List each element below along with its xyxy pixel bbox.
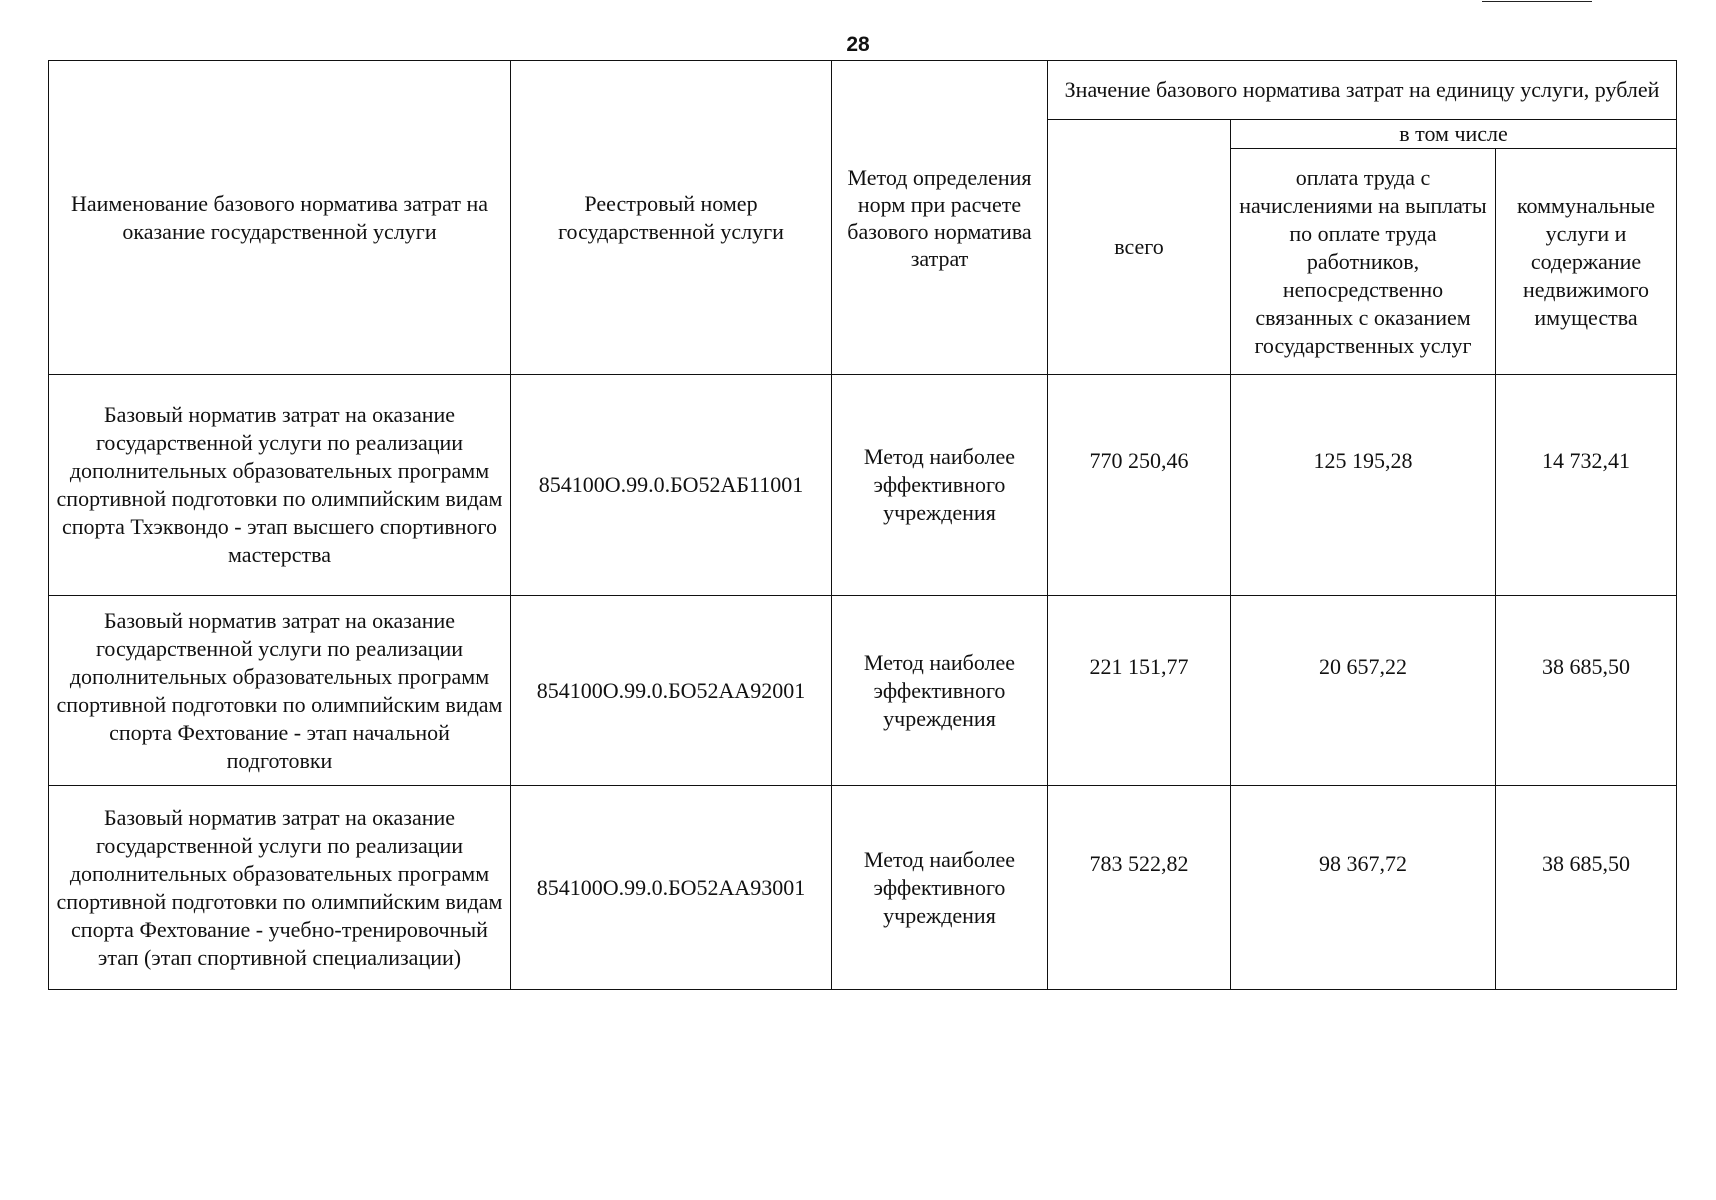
row-labor: [1231, 596, 1496, 786]
row-total: [1048, 375, 1231, 596]
header-name: Наименование базового норматива затрат на оказание государственной услуги: [49, 61, 511, 375]
row-utilities-value: 38 685,50: [1542, 850, 1631, 876]
row-name: Базовый норматив затрат на оказание государственной услуги по реализации дополнительных образовательных программ спортивной подготовки по олимпийским видам спорта Тхэквондо - этап высшего спортивного мастерства: [49, 375, 511, 596]
header-registry: Реестровый номер государственной услуги: [511, 61, 832, 375]
header-row-1: [49, 61, 1677, 120]
row-labor: [1231, 786, 1496, 990]
row-registry: 854100О.99.0.БО52АБ11001: [511, 375, 832, 596]
row-method: Метод наиболее эффективного учреждения: [832, 786, 1048, 990]
row-labor-value: 20 657,22: [1319, 653, 1407, 679]
row-labor-value: 125 195,28: [1313, 448, 1413, 473]
page-number: 28: [846, 33, 870, 56]
table-row: [49, 375, 1677, 596]
row-utilities: [1496, 596, 1677, 786]
row-labor-value: 98 367,72: [1319, 850, 1407, 876]
row-utilities-value: 14 732,41: [1542, 448, 1631, 473]
row-name: Базовый норматив затрат на оказание государственной услуги по реализации дополнительных образовательных программ спортивной подготовки по олимпийским видам спорта Фехтование - учебно-тренировочный этап (этап спортивной специализации): [49, 786, 511, 990]
row-total-value: 221 151,77: [1089, 653, 1189, 679]
row-total: [1048, 786, 1231, 990]
row-name: Базовый норматив затрат на оказание государственной услуги по реализации дополнительных образовательных программ спортивной подготовки по олимпийским видам спорта Фехтование - этап начальной подготовки: [49, 596, 511, 786]
row-utilities: [1496, 375, 1677, 596]
row-registry: 854100О.99.0.БО52АА92001: [511, 596, 832, 786]
header-labor: оплата труда с начислениями на выплаты по оплате труда работников, непосредственно связанных с оказанием государственных услуг: [1231, 149, 1496, 375]
row-total-value: 783 522,82: [1089, 850, 1189, 876]
table-row: [49, 596, 1677, 786]
row-utilities-value: 38 685,50: [1542, 653, 1631, 679]
header-total: всего: [1048, 120, 1231, 375]
header-including: в том числе: [1231, 120, 1677, 149]
header-utilities: коммунальные услуги и содержание недвижимого имущества: [1496, 149, 1677, 375]
table-row: [49, 786, 1677, 990]
row-total: [1048, 596, 1231, 786]
row-utilities: [1496, 786, 1677, 990]
row-registry: 854100О.99.0.БО52АА93001: [511, 786, 832, 990]
row-method: Метод наиболее эффективного учреждения: [832, 375, 1048, 596]
norms-table: [48, 60, 1677, 990]
row-method: Метод наиболее эффективного учреждения: [832, 596, 1048, 786]
header-value-group: Значение базового норматива затрат на единицу услуги, рублей: [1048, 61, 1677, 120]
header-method: Метод определения норм при расчете базового норматива затрат: [832, 61, 1048, 375]
top-border-line: [1482, 1, 1592, 2]
row-labor: [1231, 375, 1496, 596]
row-total-value: 770 250,46: [1089, 448, 1189, 473]
